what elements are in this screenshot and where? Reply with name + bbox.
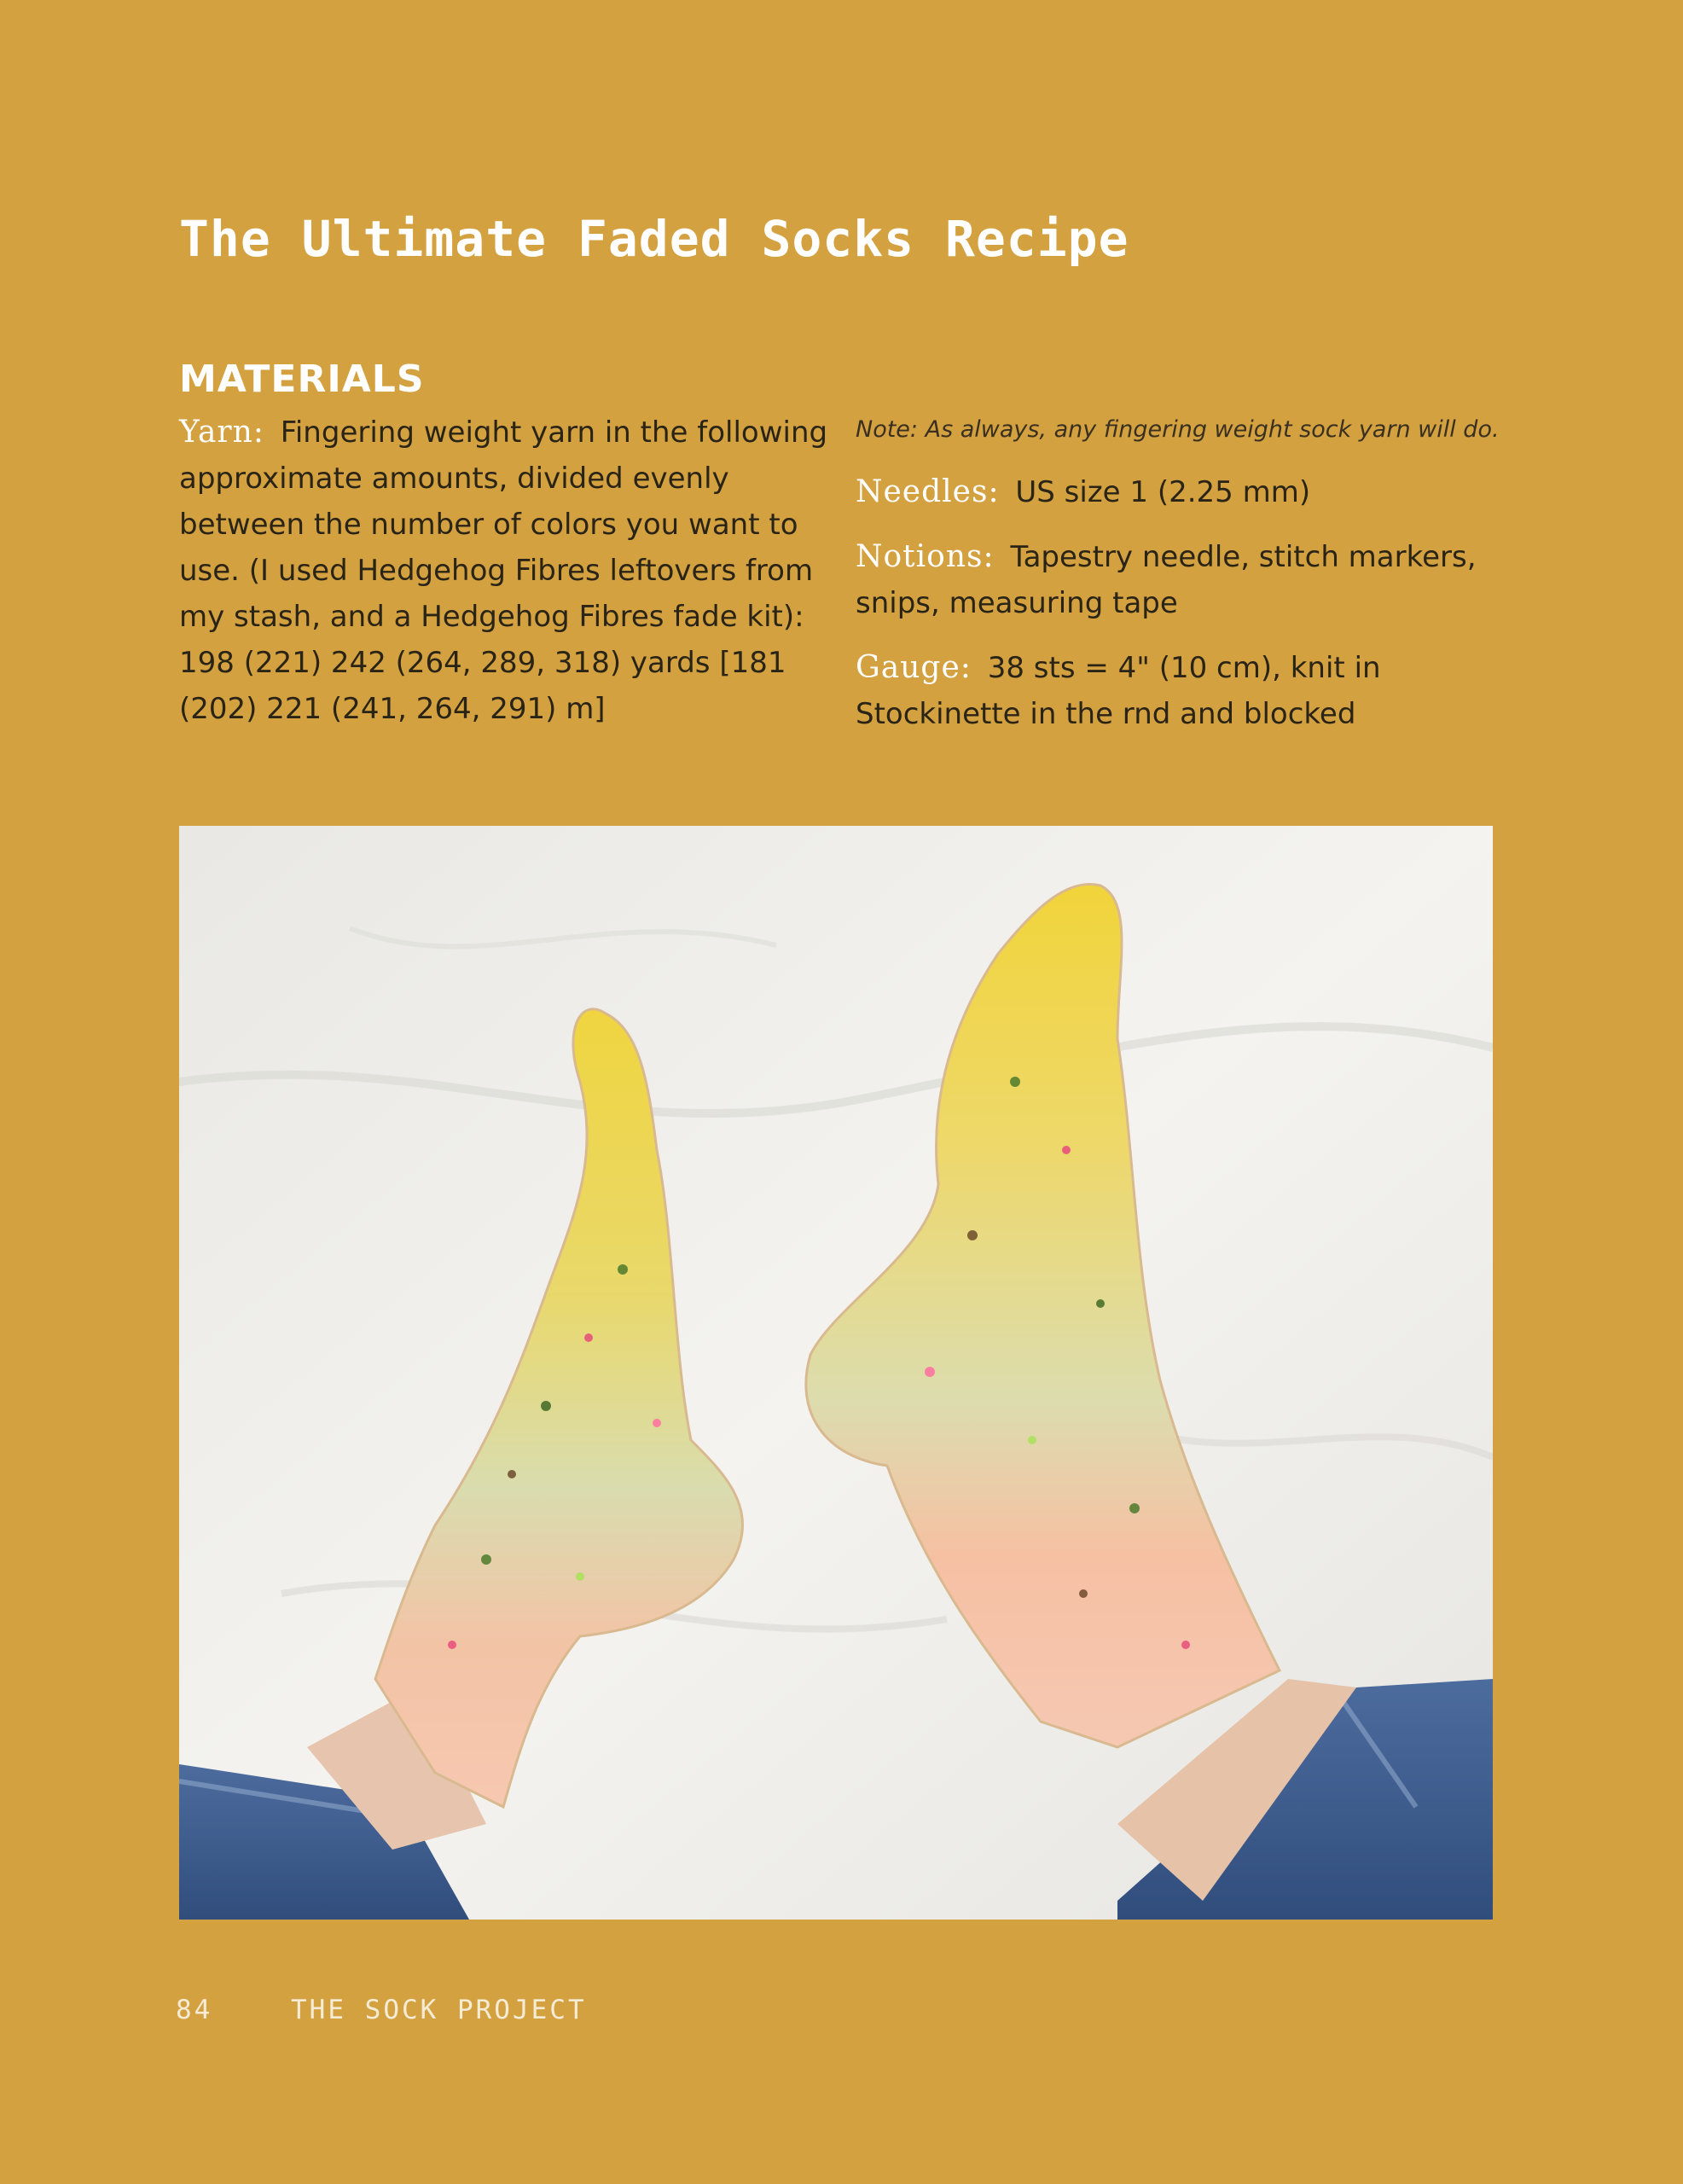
materials-right-column xyxy=(856,410,1521,756)
gauge-label: Gauge: xyxy=(856,650,972,685)
notions-text: Tapestry needle, stitch markers, snips, measuring tape xyxy=(856,540,1477,620)
socks-photo-illustration xyxy=(179,826,1493,1920)
yarn-text: Fingering weight yarn in the following approximate amounts, divided evenly between the number of colors you want to use. (I used Hedgehog Fibres leftovers from my stash, and a Hedgehog Fibres fade kit): 198 (221) 242 (264, 289, 318) yards [181 (202) 221 (241, 264, 291) m] xyxy=(179,415,828,726)
needles-paragraph xyxy=(856,469,1521,515)
notions-paragraph xyxy=(856,534,1521,626)
running-book-title: THE SOCK PROJECT xyxy=(291,1995,587,2025)
notions-label: Notions: xyxy=(856,539,995,574)
gauge-paragraph xyxy=(856,645,1521,737)
yarn-note: Note: As always, any fingering weight sock yarn will do. xyxy=(856,416,1500,443)
page-number: 84 xyxy=(176,1995,213,2025)
page-footer xyxy=(176,1993,587,2027)
needles-label: Needles: xyxy=(856,474,1000,509)
socks-photo xyxy=(179,826,1493,1920)
yarn-label: Yarn: xyxy=(179,415,264,450)
yarn-paragraph xyxy=(179,410,836,732)
page-title: The Ultimate Faded Socks Recipe xyxy=(179,210,1129,268)
materials-heading: MATERIALS xyxy=(179,357,425,401)
gauge-text: 38 sts = 4" (10 cm), knit in Stockinette in the rnd and blocked xyxy=(856,651,1381,731)
needles-text: US size 1 (2.25 mm) xyxy=(1015,475,1311,509)
materials-left-column xyxy=(179,410,836,732)
